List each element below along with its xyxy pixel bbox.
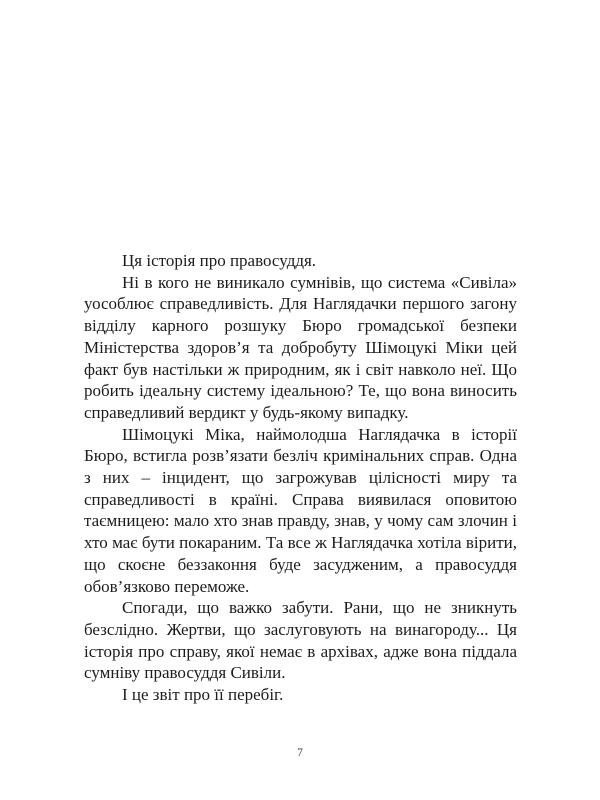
paragraph-5: І це звіт про її перебіг. <box>122 685 284 705</box>
paragraph-4: Спогади, що важко забути. Рани, що не зникнуть безслідно. Жертви, що заслуговують на винагороду... Ця історія про справу, якої немає в архівах, адже вона піддала сумніву правосуддя Сивіли. <box>84 598 517 683</box>
paragraph-3: Шімоцукі Міка, наймолодша Наглядачка в історії Бюро, встигла розв’язати безліч кримінальних справ. Одна з них – інцидент, що загрожував цілісності миру та справедливості в країні. Справа виявилася оповитою таємницею: мало хто знав правду, знав, у чому сам злочин і хто має бути покараним. Та все ж Наглядачка хотіла вірити, що скоєне беззаконня буде засудженим, а правосуддя обов’язково переможе. <box>84 424 517 596</box>
paragraph-1: Ця історія про правосуддя. <box>122 251 317 270</box>
page-number: 7 <box>297 747 303 759</box>
page-text <box>84 250 517 706</box>
paragraph-2: Ні в кого не виникало сумнівів, що система «Сивіла» уособлює справедливість. Для Наглядачки першого загону відділу карного розшуку Бюро громадської безпеки Міністерства здоров’я та добробуту Шімоцукі Міки цей факт був настільки ж природним, як і світ навколо неї. Що робить ідеальну систему ідеальною? Те, що вона виносить справедливий вердикт у будь-якому випадку. <box>84 272 517 422</box>
